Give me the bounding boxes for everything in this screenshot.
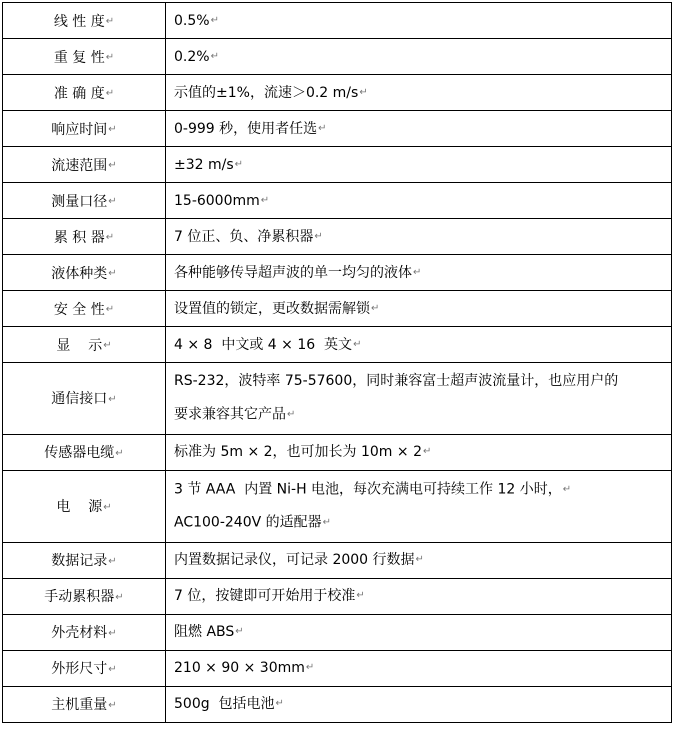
spec-value-line <box>174 112 671 146</box>
paragraph-mark-icon: ↵ <box>105 304 115 315</box>
spec-label: 流速范围 <box>51 157 108 174</box>
spec-value-line <box>174 292 671 326</box>
paragraph-mark-icon: ↵ <box>108 160 117 171</box>
paragraph-mark-icon: ↵ <box>105 232 115 243</box>
spec-value-line <box>174 473 671 507</box>
spec-value-line <box>174 184 671 218</box>
spec-value-line <box>174 615 671 649</box>
paragraph-mark-icon: ↵ <box>235 626 244 637</box>
spec-value: 0-999 秒，使用者任选 <box>174 120 318 137</box>
paragraph-mark-icon: ↵ <box>105 52 115 63</box>
spec-value: 0.5% <box>174 12 210 29</box>
table-row <box>3 686 672 722</box>
spec-value: 要求兼容其它产品 <box>174 406 286 423</box>
table-row <box>3 542 672 578</box>
paragraph-mark-icon: ↵ <box>108 124 117 135</box>
spec-label-cell <box>3 291 166 327</box>
table-row <box>3 578 672 614</box>
paragraph-mark-icon: ↵ <box>108 196 117 207</box>
spec-label: 液体种类 <box>51 265 108 282</box>
spec-value: AC100-240V 的适配器 <box>174 514 322 531</box>
paragraph-mark-icon: ↵ <box>371 302 380 314</box>
table-row <box>3 434 672 470</box>
spec-label: 数据记录 <box>51 553 108 569</box>
spec-value-line <box>174 435 671 469</box>
specifications-table <box>2 2 672 723</box>
spec-label: 外形尺寸 <box>51 661 108 677</box>
spec-value-line <box>174 76 671 110</box>
spec-value-line <box>174 506 671 540</box>
spec-label-cell <box>3 327 166 363</box>
paragraph-mark-icon: ↵ <box>108 555 117 567</box>
spec-value: 标准为 5m × 2，也可加长为 10m × 2 <box>174 444 422 460</box>
paragraph-mark-icon: ↵ <box>108 699 117 711</box>
spec-value: 各种能够传导超声波的单一均匀的液体 <box>174 264 412 281</box>
paragraph-mark-icon: ↵ <box>275 698 284 709</box>
spec-value-cell <box>166 542 672 578</box>
spec-value-line <box>174 687 671 721</box>
paragraph-mark-icon: ↵ <box>422 446 432 457</box>
spec-value-line <box>174 328 671 362</box>
spec-label: 测量口径 <box>51 193 108 210</box>
spec-value-cell <box>166 111 672 147</box>
spec-label: 显 示 <box>56 337 103 354</box>
spec-value-cell <box>166 363 672 435</box>
spec-label-cell <box>3 183 166 219</box>
paragraph-mark-icon: ↵ <box>353 338 362 350</box>
paragraph-mark-icon: ↵ <box>105 88 115 99</box>
spec-label: 累 积 器 <box>53 229 105 246</box>
paragraph-mark-icon: ↵ <box>260 194 270 206</box>
spec-label: 响应时间 <box>51 121 108 138</box>
spec-label: 通信接口 <box>51 391 108 408</box>
spec-label-cell <box>3 434 166 470</box>
spec-value: ±32 m/s <box>174 156 234 173</box>
spec-value-cell <box>166 291 672 327</box>
paragraph-mark-icon: ↵ <box>562 483 572 495</box>
spec-value-line <box>174 398 671 432</box>
spec-value: 阻燃 ABS <box>174 624 235 640</box>
spec-label-cell <box>3 578 166 614</box>
spec-value: 4 × 8 中文或 4 × 16 英文 <box>174 336 353 353</box>
spec-label: 安 全 性 <box>53 301 105 318</box>
table-row <box>3 470 672 542</box>
table-row <box>3 39 672 75</box>
paragraph-mark-icon: ↵ <box>108 393 117 405</box>
spec-label-cell <box>3 470 166 542</box>
table-row <box>3 147 672 183</box>
spec-value: 3 节 AAA 内置 Ni-H 电池，每次充满电可持续工作 12 小时， <box>174 481 562 497</box>
spec-label-cell <box>3 3 166 39</box>
spec-label-cell <box>3 111 166 147</box>
table-row <box>3 183 672 219</box>
spec-label: 手动累积器 <box>44 589 115 605</box>
spec-label-cell <box>3 650 166 686</box>
spec-label-cell <box>3 614 166 650</box>
spec-label-cell <box>3 75 166 111</box>
spec-label-cell <box>3 39 166 75</box>
spec-label: 传感器电缆 <box>44 445 115 461</box>
spec-value: 内置数据记录仪，可记录 2000 行数据 <box>174 552 415 568</box>
spec-value-line <box>174 4 671 38</box>
paragraph-mark-icon: ↵ <box>356 590 365 601</box>
table-row <box>3 75 672 111</box>
table-row <box>3 327 672 363</box>
paragraph-mark-icon: ↵ <box>413 266 422 278</box>
table-row <box>3 650 672 686</box>
spec-label-cell <box>3 255 166 291</box>
specifications-table-body <box>3 3 672 723</box>
paragraph-mark-icon: ↵ <box>234 158 244 170</box>
paragraph-mark-icon: ↵ <box>210 50 219 62</box>
paragraph-mark-icon: ↵ <box>108 663 117 675</box>
spec-value-cell <box>166 650 672 686</box>
spec-value: 210 × 90 × 30mm <box>174 660 305 676</box>
spec-label-cell <box>3 219 166 255</box>
spec-value-line <box>174 579 671 613</box>
spec-value-cell <box>166 614 672 650</box>
paragraph-mark-icon: ↵ <box>359 86 368 98</box>
spec-label: 电 源 <box>56 499 103 515</box>
spec-value-line <box>174 256 671 290</box>
paragraph-mark-icon: ↵ <box>105 16 115 27</box>
paragraph-mark-icon: ↵ <box>103 501 112 513</box>
spec-label: 重 复 性 <box>53 49 105 66</box>
paragraph-mark-icon: ↵ <box>108 627 117 639</box>
spec-value-cell <box>166 219 672 255</box>
spec-value-line <box>174 40 671 74</box>
paragraph-mark-icon: ↵ <box>318 122 327 134</box>
spec-value: RS-232，波特率 75-57600，同时兼容富士超声波流量计，也应用户的 <box>174 373 619 389</box>
spec-value-cell <box>166 686 672 722</box>
spec-value: 15-6000mm <box>174 192 260 209</box>
spec-value-cell <box>166 470 672 542</box>
paragraph-mark-icon: ↵ <box>210 14 219 26</box>
spec-label-cell <box>3 686 166 722</box>
table-row <box>3 111 672 147</box>
paragraph-mark-icon: ↵ <box>415 554 424 565</box>
spec-value-cell <box>166 434 672 470</box>
spec-value-cell <box>166 3 672 39</box>
spec-label: 准 确 度 <box>53 85 105 102</box>
spec-label: 主机重量 <box>51 697 108 713</box>
table-row <box>3 614 672 650</box>
spec-value-cell <box>166 578 672 614</box>
spec-value-line <box>174 651 671 685</box>
spec-value-line <box>174 543 671 577</box>
spec-value-cell <box>166 327 672 363</box>
spec-value-cell <box>166 183 672 219</box>
spec-value-line <box>174 220 671 254</box>
spec-value: 7 位，按键即可开始用于校准 <box>174 588 356 604</box>
spec-value: 500g 包括电池 <box>174 696 275 712</box>
spec-label-cell <box>3 542 166 578</box>
spec-label: 外壳材料 <box>51 625 108 641</box>
paragraph-mark-icon: ↵ <box>115 591 124 603</box>
table-row <box>3 363 672 435</box>
spec-value: 0.2% <box>174 48 210 65</box>
paragraph-mark-icon: ↵ <box>108 268 117 279</box>
paragraph-mark-icon: ↵ <box>314 230 323 242</box>
table-row <box>3 219 672 255</box>
spec-value-line <box>174 148 671 182</box>
paragraph-mark-icon: ↵ <box>305 662 315 673</box>
spec-value: 设置值的锁定，更改数据需解锁 <box>174 300 370 317</box>
spec-label-cell <box>3 363 166 435</box>
paragraph-mark-icon: ↵ <box>115 447 124 459</box>
spec-value-line <box>174 365 671 398</box>
table-row <box>3 3 672 39</box>
spec-label-cell <box>3 147 166 183</box>
paragraph-mark-icon: ↵ <box>287 409 296 420</box>
table-row <box>3 255 672 291</box>
table-row <box>3 291 672 327</box>
spec-value: 示值的±1%，流速＞0.2 m/s <box>174 84 359 101</box>
paragraph-mark-icon: ↵ <box>322 517 332 528</box>
spec-value-cell <box>166 147 672 183</box>
spec-label: 线 性 度 <box>53 13 105 30</box>
spec-value-cell <box>166 75 672 111</box>
paragraph-mark-icon: ↵ <box>103 340 112 351</box>
spec-value-cell <box>166 255 672 291</box>
spec-value-cell <box>166 39 672 75</box>
spec-value: 7 位正、负、净累积器 <box>174 228 314 245</box>
